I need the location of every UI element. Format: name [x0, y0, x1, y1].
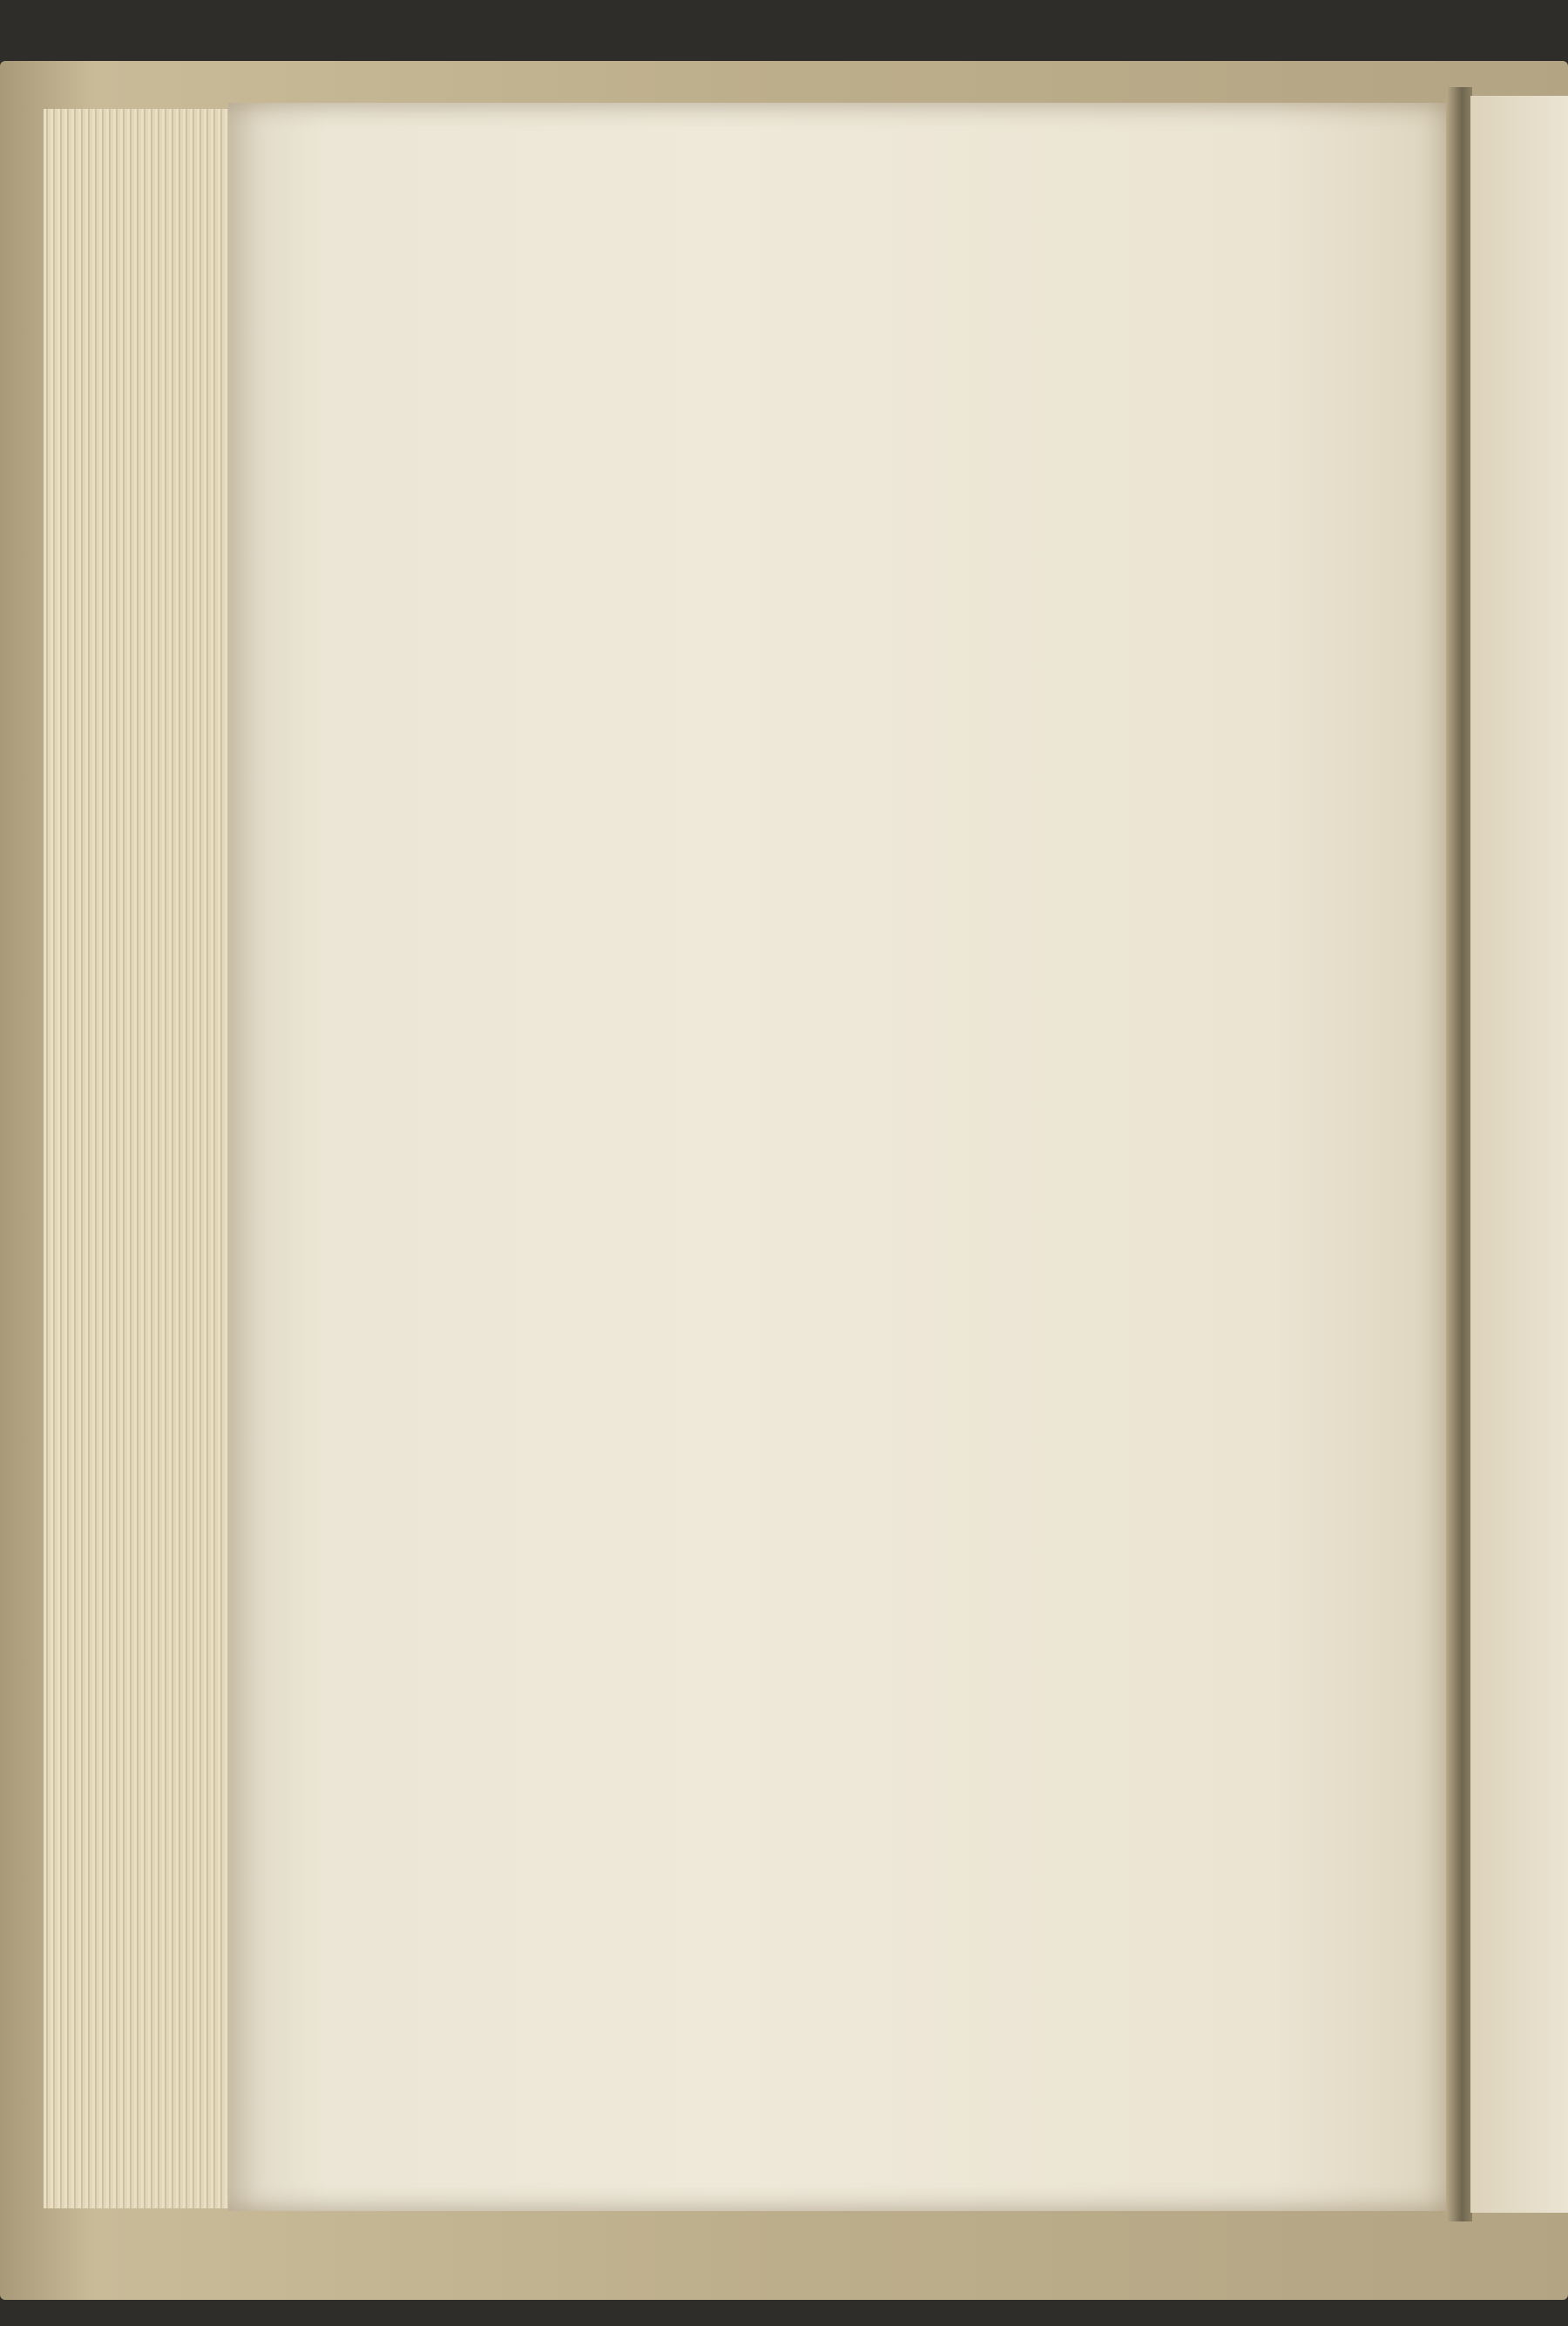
book-page — [228, 103, 1456, 2211]
book-gutter — [1446, 87, 1472, 2221]
page-edges — [44, 109, 233, 2208]
facing-page-fragment — [1470, 96, 1568, 2213]
